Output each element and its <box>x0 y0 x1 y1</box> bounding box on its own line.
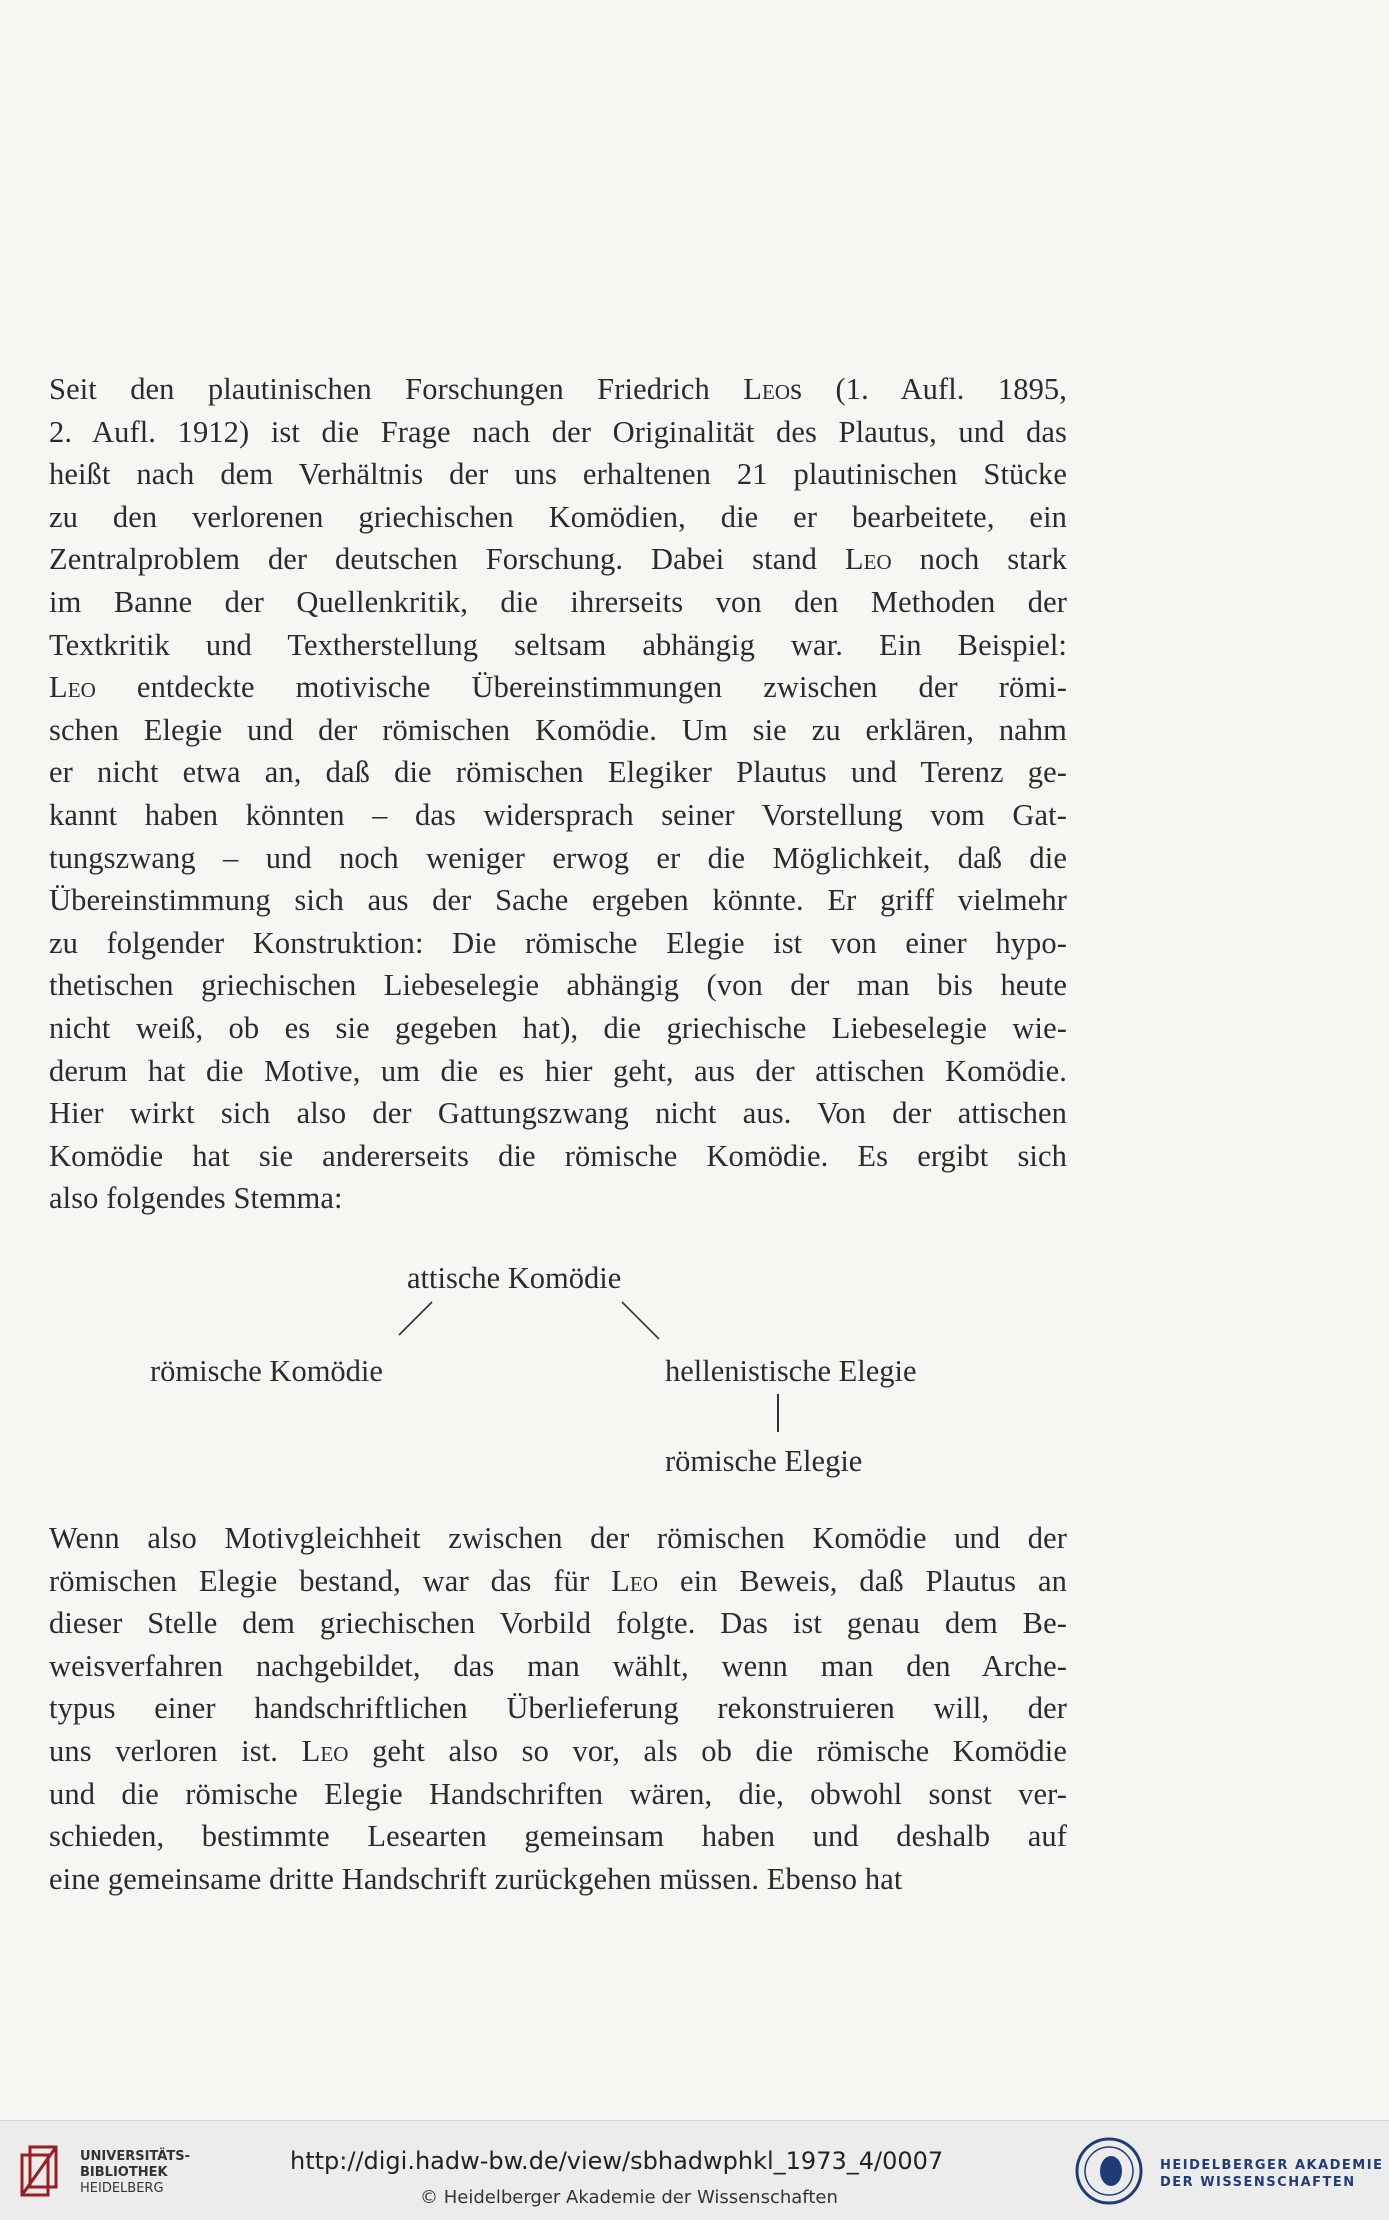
text-line: eine gemeinsame dritte Handschrift zurückgehen müssen. Ebenso hat <box>49 1861 903 1896</box>
stemma-branch-right <box>622 1302 659 1339</box>
text-line: im Banne der Quellenkritik, die ihrerseits von den Methoden der <box>49 584 1067 619</box>
author-name-smallcaps: Leo <box>743 372 791 406</box>
text-line: kannt haben könnten – das widersprach seiner Vorstellung vom Gat- <box>49 797 1067 832</box>
text-line: schieden, bestimmte Lesearten gemeinsam haben und deshalb auf <box>49 1819 1067 1854</box>
stemma-node-roman-comedy: römische Komödie <box>150 1354 383 1388</box>
text-line: zu den verlorenen griechischen Komödien, die er bearbeitete, ein <box>49 499 1067 534</box>
hadw-logo-line: DER WISSENSCHAFTEN <box>1160 2175 1356 2190</box>
text-line: also folgendes Stemma: <box>49 1181 343 1216</box>
text-line: dieser Stelle dem griechischen Vorbild folgte. Das ist genau dem Be- <box>49 1606 1067 1641</box>
text-line: und die römische Elegie Handschriften wären, die, obwohl sonst ver- <box>49 1776 1067 1811</box>
text-line: schen Elegie und der römischen Komödie. Um sie zu erklären, nahm <box>49 712 1067 747</box>
ub-logo-line: HEIDELBERG <box>80 2181 164 2196</box>
text-line: typus einer handschriftlichen Überlieferung rekonstruieren will, der <box>49 1691 1067 1726</box>
text-line: thetischen griechischen Liebeselegie abhängig (von der man bis heute <box>49 968 1067 1003</box>
ub-logo-line: BIBLIOTHEK <box>80 2165 168 2180</box>
text-line: uns verloren ist. Leo geht also so vor, als ob die römische Komödie <box>49 1733 1067 1768</box>
text-line: Seit den plautinischen Forschungen Friedrich Leos (1. Aufl. 1895, <box>49 372 1067 406</box>
stemma-branch-left <box>399 1302 432 1335</box>
stemma-node-roman-elegy: römische Elegie <box>665 1444 863 1478</box>
text-line: Textkritik und Textherstellung seltsam abhängig war. Ein Beispiel: <box>49 627 1067 662</box>
text-line: Leo entdeckte motivische Übereinstimmungen zwischen der römi- <box>49 670 1067 705</box>
stemma-node-hellenistic-elegy: hellenistische Elegie <box>665 1354 917 1388</box>
text-line: Übereinstimmung sich aus der Sache ergeben könnte. Er griff vielmehr <box>49 883 1067 918</box>
paragraph-2 <box>49 1517 1067 1900</box>
hadw-logo-line: HEIDELBERGER AKADEMIE <box>1160 2158 1384 2173</box>
ub-logo-line: UNIVERSITÄTS- <box>80 2149 190 2164</box>
text-line: derum hat die Motive, um die es hier geht, aus der attischen Komödie. <box>49 1053 1067 1088</box>
author-name-smallcaps: Leo <box>301 1733 349 1768</box>
text-line: Wenn also Motivgleichheit zwischen der römischen Komödie und der <box>49 1521 1067 1555</box>
hadw-seal-icon <box>1073 2135 1145 2207</box>
document-url-link[interactable]: http://digi.hadw-bw.de/view/sbhadwphkl_1973_4/0007 <box>290 2147 944 2175</box>
text-line: zu folgender Konstruktion: Die römische Elegie ist von einer hypo- <box>49 925 1067 960</box>
text-line: Hier wirkt sich also der Gattungszwang nicht aus. Von der attischen <box>49 1096 1067 1131</box>
text-line: römischen Elegie bestand, war das für Leo ein Beweis, daß Plautus an <box>49 1563 1067 1598</box>
text-line: heißt nach dem Verhältnis der uns erhaltenen 21 plautinischen Stücke <box>49 457 1067 492</box>
ub-heidelberg-logo-icon <box>14 2139 70 2203</box>
text-line: Komödie hat sie andererseits die römische Komödie. Es ergibt sich <box>49 1138 1067 1173</box>
text-line: er nicht etwa an, daß die römischen Elegiker Plautus und Terenz ge- <box>49 755 1067 790</box>
text-line: Zentralproblem der deutschen Forschung. Dabei stand Leo noch stark <box>49 542 1067 577</box>
text-line: tungszwang – und noch weniger erwog er die Möglichkeit, daß die <box>49 840 1067 875</box>
text-line: nicht weiß, ob es sie gegeben hat), die griechische Liebeselegie wie- <box>49 1010 1067 1045</box>
ub-heidelberg-logo-text <box>80 2149 190 2197</box>
author-name-smallcaps: Leo <box>844 542 892 577</box>
text-line: weisverfahren nachgebildet, das man wählt, wenn man den Arche- <box>49 1648 1067 1683</box>
stemma-node-attic-comedy: attische Komödie <box>407 1261 622 1295</box>
hadw-logo-text <box>1160 2157 1383 2191</box>
viewer-footer <box>0 2120 1389 2220</box>
text-line: 2. Aufl. 1912) ist die Frage nach der Originalität des Plautus, und das <box>49 414 1067 449</box>
copyright-text: © Heidelberger Akademie der Wissenschaften <box>420 2187 838 2208</box>
author-name-smallcaps: Leo <box>49 670 96 705</box>
author-name-smallcaps: Leo <box>611 1563 659 1598</box>
